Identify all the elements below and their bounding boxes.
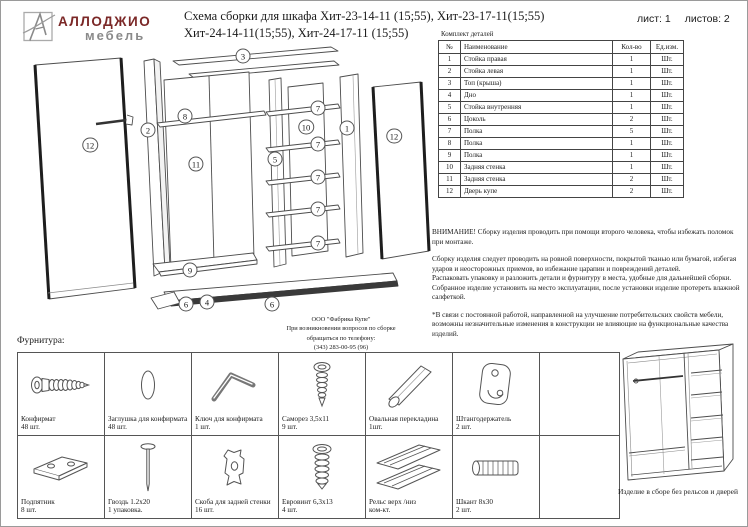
sheet-info bbox=[637, 13, 744, 25]
hardware-item bbox=[18, 436, 105, 518]
contact-note-line1: При возникновении вопросов по сборке bbox=[286, 325, 396, 333]
page-title-line2: Хит-24-14-11(15;55), Хит-24-17-11 (15;55) bbox=[184, 26, 409, 40]
hardware-item-qty: ком-кт. bbox=[369, 506, 391, 515]
phone-number: (343) 283-00-95 (96) bbox=[313, 343, 369, 351]
hardware-item-qty: 48 шт. bbox=[21, 423, 40, 432]
part-number-callout: 7 bbox=[311, 170, 326, 185]
table-row: 9 Полка 1 Шт. bbox=[439, 150, 684, 162]
parts-table-header: Наименование bbox=[461, 41, 613, 54]
hardware-item-name: Рельс верх /низ bbox=[369, 497, 416, 506]
hardware-item-name: Конфирмат bbox=[21, 414, 56, 423]
hardware-grid bbox=[17, 352, 620, 519]
instructions-paragraph: Сборку изделия следует проводить на ровной поверхности, покрытой тканью или бумагой, избегая ударов и неосторожных приемов, во избежание царапин и повреждений деталей. Распаковать упаковку и разложить детали и фурнитуру в места, удобные для дальнейшей сборки. Собранное изделие установить на место эксплуатации, после установки изделие протереть влажной салфеткой. bbox=[432, 255, 740, 301]
oval-rod-icon bbox=[366, 353, 452, 415]
hardware-item-qty: 1 шт. bbox=[195, 423, 211, 432]
assembled-product-caption: Изделие в сборе без рельсов и дверей bbox=[617, 487, 739, 496]
hardware-item bbox=[279, 353, 366, 436]
part-number-callout: 9 bbox=[183, 263, 198, 278]
hardware-item-qty: 48 шт. bbox=[108, 423, 127, 432]
hardware-item bbox=[279, 436, 366, 518]
hardware-item bbox=[105, 353, 192, 436]
table-row: 6 Цоколь 2 Шт. bbox=[439, 114, 684, 126]
page-title-line1: Схема сборки для шкафа Хит-23-14-11 (15;55), Хит-23-17-11(15;55) bbox=[184, 9, 545, 23]
part-number-callout: 6 bbox=[265, 297, 280, 312]
part-number-callout: 7 bbox=[311, 202, 326, 217]
hardware-item-name: Шкант 8х30 bbox=[456, 497, 493, 506]
hardware-item-qty: 2 шт. bbox=[456, 506, 472, 515]
hardware-item-qty: 1шт. bbox=[369, 423, 383, 432]
table-row: 10 Задняя стенка 1 Шт. bbox=[439, 162, 684, 174]
parts-table-header-row bbox=[439, 41, 684, 54]
hardware-item-name: Скоба для задней стенки bbox=[195, 497, 271, 506]
hardware-item-name: Саморез 3,5х11 bbox=[282, 414, 330, 423]
hardware-item-name: Гвоздь 1.2х20 bbox=[108, 497, 151, 506]
hardware-empty-cell bbox=[540, 353, 619, 436]
company-logo-icon bbox=[22, 10, 56, 44]
hardware-item-qty: 2 шт. bbox=[456, 423, 472, 432]
hardware-item-qty: 1 упаковка. bbox=[108, 506, 143, 515]
rail-icon bbox=[366, 436, 452, 498]
brand-name: АЛЛОДЖИО bbox=[58, 14, 152, 29]
hardware-item-qty: 8 шт. bbox=[21, 506, 37, 515]
hardware-item-name: Подпятник bbox=[21, 497, 55, 506]
part-number-callout: 8 bbox=[178, 109, 193, 124]
hardware-item bbox=[192, 436, 279, 518]
hardware-section-title: Фурнитура: bbox=[17, 336, 65, 346]
hardware-item-name: Штангодержатель bbox=[456, 414, 512, 423]
sheet-number: лист: 1 bbox=[637, 13, 671, 25]
self-tapping-screw-icon bbox=[279, 353, 365, 415]
table-row: 7 Полка 5 Шт. bbox=[439, 126, 684, 138]
foot-pad-icon bbox=[18, 436, 104, 498]
hardware-item bbox=[192, 353, 279, 436]
part-number-callout: 6 bbox=[179, 297, 194, 312]
sheets-total: листов: 2 bbox=[684, 13, 730, 25]
hardware-item bbox=[366, 353, 453, 436]
part-number-callout: 10 bbox=[298, 120, 314, 135]
table-row: 8 Полка 1 Шт. bbox=[439, 138, 684, 150]
cap-plug-icon bbox=[105, 353, 191, 415]
dowel-icon bbox=[453, 436, 539, 498]
warning-text bbox=[432, 228, 746, 347]
table-row: 5 Стойка внутренняя 1 Шт. bbox=[439, 102, 684, 114]
table-row: 4 Дно 1 Шт. bbox=[439, 90, 684, 102]
hardware-item-name: Ключ для конфирмата bbox=[195, 414, 263, 423]
parts-table-header: Ед.изм. bbox=[651, 41, 684, 54]
contact-info bbox=[241, 315, 441, 352]
table-row: 1 Стойка правая 1 Шт. bbox=[439, 54, 684, 66]
hardware-item bbox=[105, 436, 192, 518]
part-number-callout: 7 bbox=[311, 101, 326, 116]
hardware-item-qty: 16 шт. bbox=[195, 506, 214, 515]
warning-paragraph: ВНИМАНИЕ! Сборку изделия проводить при помощи второго человека, чтобы избежать поломок при монтаже. bbox=[432, 228, 734, 246]
part-number-callout: 1 bbox=[340, 121, 355, 136]
part-number-callout: 2 bbox=[141, 123, 156, 138]
hardware-item-qty: 4 шт. bbox=[282, 506, 298, 515]
hardware-item-name: Евровинт 6,3х13 bbox=[282, 497, 333, 506]
table-row: 12 Дверь купе 2 Шт. bbox=[439, 186, 684, 198]
company-name: ООО "Фабрика Купе" bbox=[311, 316, 371, 323]
brand-subtitle: мебель bbox=[85, 28, 146, 43]
hardware-item bbox=[18, 353, 105, 436]
hardware-item-name: Овальная перекладина bbox=[369, 414, 439, 423]
hardware-item bbox=[366, 436, 453, 518]
parts-table-body bbox=[439, 54, 684, 198]
parts-table bbox=[438, 40, 684, 198]
part-number-callout: 5 bbox=[268, 152, 283, 167]
part-number-callout: 7 bbox=[311, 137, 326, 152]
rod-holder-icon bbox=[453, 353, 539, 415]
table-row: 11 Задняя стенка 2 Шт. bbox=[439, 174, 684, 186]
back-panel-bracket-icon bbox=[192, 436, 278, 498]
part-number-callout: 12 bbox=[386, 129, 402, 144]
nail-icon bbox=[105, 436, 191, 498]
table-row: 2 Стойка левая 1 Шт. bbox=[439, 66, 684, 78]
hardware-item-name: Заглушка для конфирмата bbox=[108, 414, 188, 423]
hardware-item bbox=[453, 436, 540, 518]
parts-table-header: Кол-во bbox=[613, 41, 651, 54]
part-number-callout: 4 bbox=[200, 295, 215, 310]
parts-table-caption: Комплект деталей bbox=[441, 31, 494, 38]
hardware-item bbox=[453, 353, 540, 436]
part-number-callout: 12 bbox=[82, 138, 98, 153]
parts-table-header: № bbox=[439, 41, 461, 54]
contact-note-line2: обращаться по телефону: bbox=[306, 334, 376, 342]
table-row: 3 Топ (крыша) 1 Шт. bbox=[439, 78, 684, 90]
confirmat-screw-icon bbox=[18, 353, 104, 415]
euro-screw-icon bbox=[279, 436, 365, 498]
part-number-callout: 7 bbox=[311, 236, 326, 251]
disclaimer-paragraph: *В связи с постоянной работой, направленной на улучшение потребительских свойств мебели, возможны незначительные изменения в конструкции не влияющие на функциональные качества изделий. bbox=[432, 310, 729, 338]
part-number-callout: 3 bbox=[236, 49, 251, 64]
hardware-empty-cell bbox=[540, 436, 619, 518]
hardware-item-qty: 9 шт. bbox=[282, 423, 298, 432]
part-number-callout: 11 bbox=[188, 157, 203, 172]
hex-key-icon bbox=[192, 353, 278, 415]
